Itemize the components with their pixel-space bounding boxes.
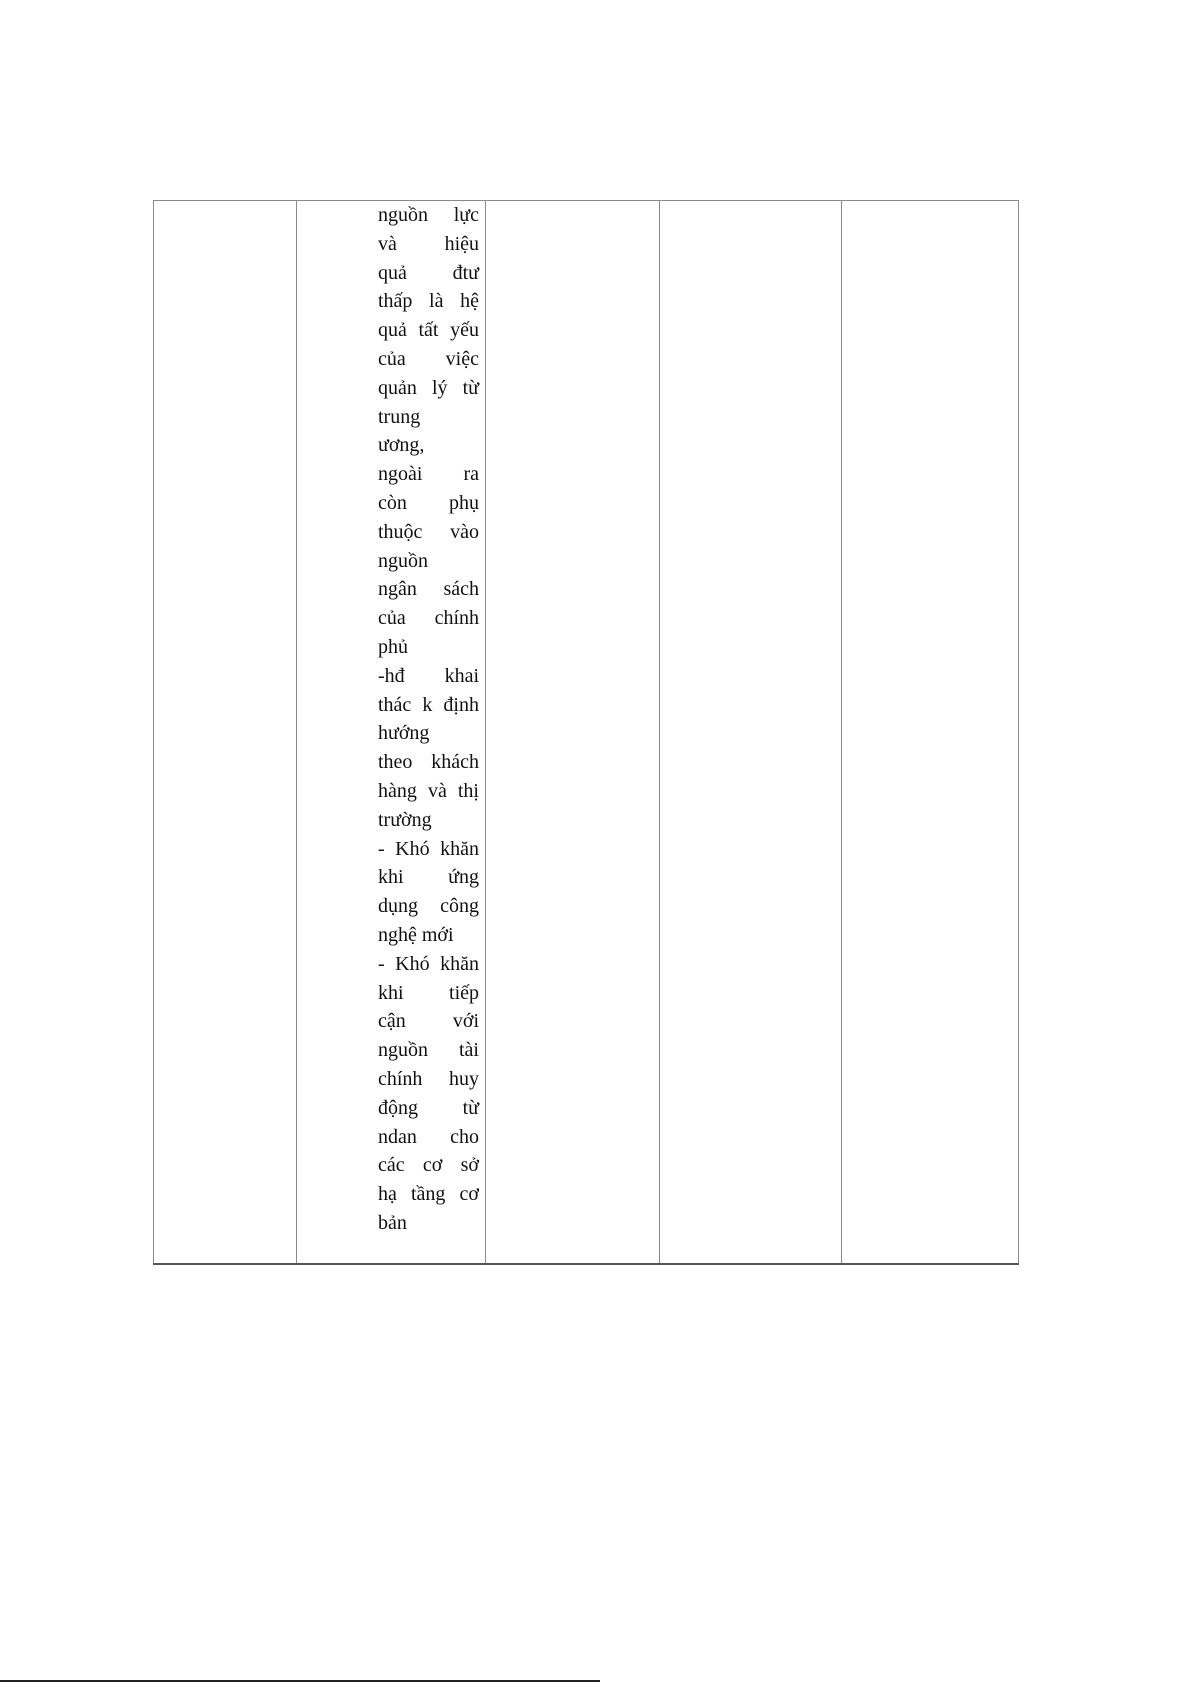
cell-text-line: quả tất yếu [378, 319, 479, 342]
column-divider-4 [841, 201, 842, 1263]
column-divider-2 [485, 201, 486, 1263]
cell-text-line: thác k định [378, 693, 479, 716]
cell-text-line: quản lý từ [378, 376, 479, 399]
cell-text-line: của việc [378, 347, 479, 370]
table-border-left [153, 201, 154, 1263]
cell-text-line: các cơ sở [378, 1154, 479, 1177]
cell-text-line: chính huy [378, 1067, 479, 1090]
cell-text-line: ngoài ra [378, 463, 479, 486]
cell-text-line: - Khó khăn [378, 952, 479, 975]
cell-text-line: - Khó khăn [378, 837, 479, 860]
column-divider-3 [659, 201, 660, 1263]
cell-text-line: ngân sách [378, 578, 479, 601]
cell-text-line: theo khách [378, 751, 479, 774]
cell-text-line: ương, [378, 434, 425, 457]
cell-text-line: -hđ khai [378, 664, 479, 687]
cell-text-line: trường [378, 808, 432, 831]
cell-text-line: trung [378, 405, 421, 428]
cell-text-line: cận với [378, 1010, 479, 1033]
cell-text-line: thuộc vào [378, 520, 479, 543]
cell-text-line: hướng [378, 722, 430, 745]
cell-text-line: bản [378, 1211, 407, 1234]
cell-text-line: nghệ mới [378, 923, 454, 946]
document-table [153, 200, 1019, 1265]
cell-text-line: phủ [378, 635, 408, 658]
page-bottom-rule [0, 1680, 600, 1682]
cell-text-line: của chính [378, 607, 479, 630]
cell-text-line: nguồn tài [378, 1039, 479, 1062]
cell-text-line: khi tiếp [378, 981, 479, 1004]
cell-text-line: dụng công [378, 895, 479, 918]
cell-text-line: khi ứng [378, 866, 479, 889]
cell-text-line: còn phụ [378, 491, 479, 514]
table-border-right [1018, 201, 1019, 1263]
cell-text-line: quả đtư [378, 261, 479, 284]
cell-text-line: hạ tầng cơ [378, 1183, 479, 1206]
cell-text-line: động từ [378, 1096, 479, 1119]
cell-text-line: thấp là hệ [378, 290, 479, 313]
table-cell-column-2 [378, 201, 479, 1238]
cell-text-line: và hiệu [378, 232, 479, 255]
cell-text-line: hàng và thị [378, 779, 479, 802]
cell-text-line: nguồn [378, 549, 428, 572]
column-divider-1 [296, 201, 297, 1263]
cell-text-line: nguồn lực [378, 204, 479, 226]
cell-text-line: ndan cho [378, 1125, 479, 1148]
